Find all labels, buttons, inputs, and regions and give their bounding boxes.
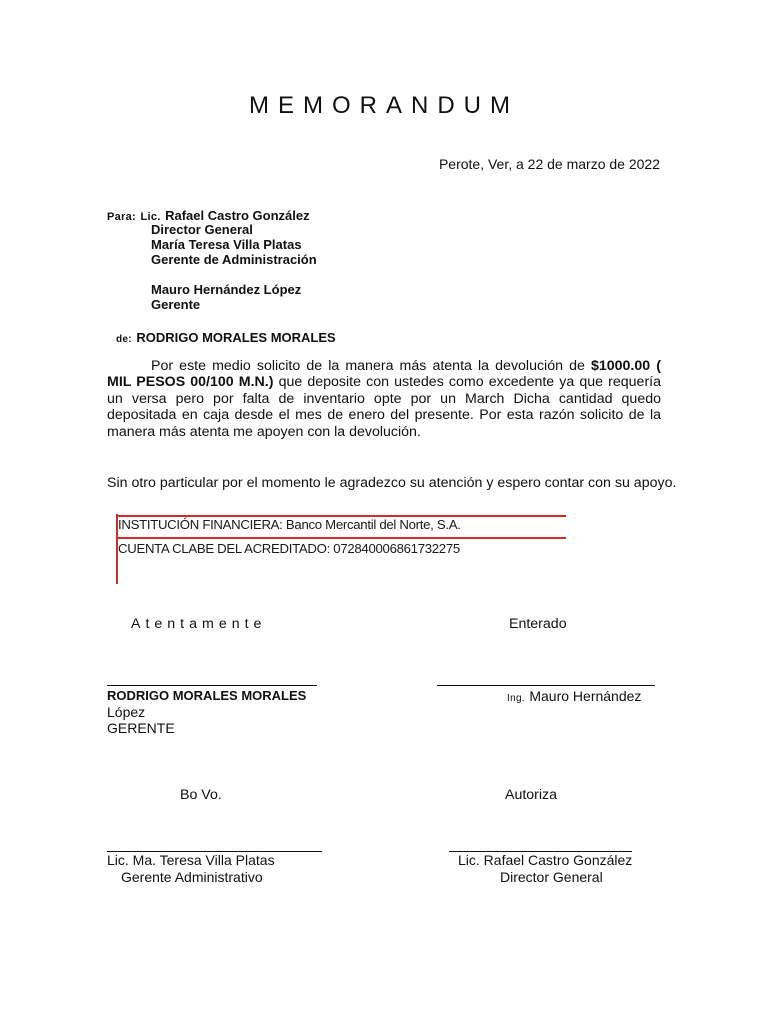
bank-box-divider — [116, 537, 566, 539]
signature-line-right — [437, 685, 655, 686]
de-label: de: — [116, 334, 132, 345]
memo-date: Perote, Ver, a 22 de marzo de 2022 — [438, 156, 660, 172]
recipient-role-1: Director General — [151, 222, 253, 237]
closing-sentence: Sin otro particular por el momento le agradezco su atención y espero contar con su apoyo. — [107, 475, 677, 491]
body-text-part1: Por este medio solicito de la manera más atenta la devolución de — [151, 358, 591, 374]
body-text-part2: que deposite con ustedes como excedente ya que requería un versa pero por falta de inventario opte por un March Dicha cantidad quedo depositada en caja desde el mes de enero del presente. Por esta razón solicito de la manera más atenta me apoyen con la devolución. — [107, 374, 662, 440]
body-paragraph — [107, 358, 661, 440]
para-label: Para: — [107, 211, 137, 223]
recipient-role-3: Gerente — [151, 297, 201, 312]
left-signer-role: GERENTE — [107, 720, 175, 736]
recipient-name-2: María Teresa Villa Platas — [151, 237, 302, 252]
left-signer-name: RODRIGO MORALES MORALES — [107, 688, 307, 703]
recipient-name-3: Mauro Hernández López — [151, 282, 302, 297]
signature-line-left — [107, 685, 317, 686]
lic-prefix: Lic. — [140, 211, 161, 223]
bank-institution: INSTITUCIÓN FINANCIERA: Banco Mercantil del Norte, S.A. — [118, 517, 461, 532]
bank-clabe: CUENTA CLABE DEL ACREDITADO: 072840006861732275 — [118, 541, 460, 556]
memo-title: MEMORANDUM — [249, 92, 519, 119]
recipient-role-2: Gerente de Administración — [151, 252, 317, 267]
left-signer-name-cont: López — [107, 704, 146, 720]
recipient-name-1: Rafael Castro González — [165, 208, 310, 223]
right-signer-prefix: Ing. — [507, 693, 525, 704]
right-signer — [507, 688, 641, 706]
bottom-left-name: Lic. Ma. Teresa Villa Platas — [107, 852, 275, 868]
atentamente-label: Atentamente — [131, 616, 267, 632]
right-signer-name: Mauro Hernández — [529, 688, 642, 704]
bank-info-box — [116, 514, 566, 584]
bottom-right-role: Director General — [500, 869, 603, 885]
enterado-label: Enterado — [509, 616, 567, 632]
bottom-right-name: Lic. Rafael Castro González — [458, 852, 633, 868]
bottom-left-role: Gerente Administrativo — [121, 869, 263, 885]
de-line — [116, 329, 336, 347]
body-amount: $1000.00 ( MIL PESOS 00/100 M.N.) — [107, 358, 661, 391]
bovo-label: Bo Vo. — [180, 787, 222, 803]
sender-name: RODRIGO MORALES MORALES — [136, 330, 336, 345]
autoriza-label: Autoriza — [505, 787, 558, 803]
